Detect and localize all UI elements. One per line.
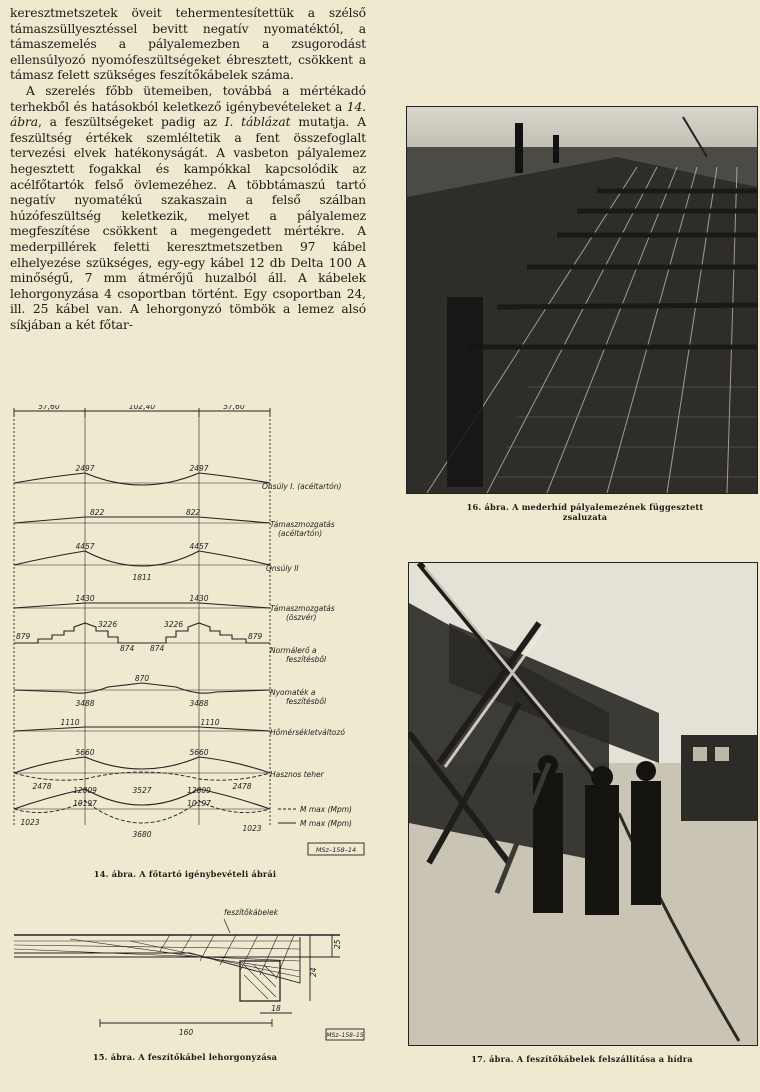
- value-label: 10197: [73, 799, 97, 808]
- value-label: 12809: [73, 786, 97, 795]
- value-label: 1110: [200, 718, 220, 727]
- figure-15-caption: 15. ábra. A feszítőkábel lehorgonyzása: [92, 1052, 278, 1062]
- value-label: 3680: [132, 830, 152, 839]
- row-label: Önsúly II: [266, 564, 299, 573]
- row-label: Támaszmozgatás: [270, 604, 335, 613]
- text-column: [10, 6, 366, 333]
- row-label: Támaszmozgatás: [270, 520, 335, 529]
- figure-reference: 14. ábra: [10, 99, 366, 130]
- figure-15-diagram: [10, 905, 366, 1045]
- dimension-label: 18: [271, 1004, 281, 1013]
- figure-14-caption: 14. ábra. A főtartó igénybevételi ábrái: [93, 869, 277, 879]
- legend-label: M max (Mpm): [300, 819, 352, 828]
- dimension-label: 24: [309, 967, 318, 977]
- span-label: 57,60: [223, 405, 245, 411]
- value-label: 3488: [189, 699, 209, 708]
- value-label: 2478: [232, 782, 252, 791]
- figure-17-photo: [408, 562, 758, 1046]
- value-label: 10197: [187, 799, 211, 808]
- row-label-sub: feszítésből: [286, 655, 327, 664]
- row-label: Hőmérsékletváltozó: [270, 728, 345, 737]
- row-label-sub: (acéltartón): [278, 529, 323, 538]
- value-label: 5660: [75, 748, 95, 757]
- value-label: 1110: [60, 718, 80, 727]
- value-label: 1811: [132, 573, 152, 582]
- value-label: 12809: [187, 786, 211, 795]
- span-label: 57,60: [38, 405, 60, 411]
- value-label: 874: [150, 644, 165, 653]
- paragraph-1: keresztmetszetek öveit tehermentesítettük a szélső támaszsüllyesztéssel bevitt negatív nyomatéktól, a támaszemelés a pályalemezben a zsugorodást ellensúlyozó nyomófeszültségeket ébresztett, csökkent a támasz felett szükséges feszítőkábelek száma.: [10, 6, 366, 83]
- value-label: 2497: [189, 464, 209, 473]
- value-label: 3488: [75, 699, 95, 708]
- value-label: 3527: [132, 786, 152, 795]
- cable-label: feszítőkábelek: [224, 908, 279, 917]
- value-label: 4457: [75, 542, 95, 551]
- figure-16-photo: [406, 106, 758, 494]
- figure-code: MSz–158–15: [326, 1032, 364, 1039]
- value-label: 870: [134, 674, 150, 683]
- table-reference: I. táblázat: [224, 115, 291, 130]
- value-label: 879: [248, 632, 263, 641]
- value-label: 874: [120, 644, 135, 653]
- value-label: 2478: [32, 782, 52, 791]
- value-label: 1430: [75, 594, 95, 603]
- lifting-photo-image: [409, 563, 757, 1045]
- figure-14-diagram: [8, 405, 368, 870]
- row-label: Normálerő a: [270, 646, 317, 655]
- value-label: 1023: [242, 824, 262, 833]
- dimension-label: 25: [333, 939, 342, 949]
- value-label: 3226: [164, 620, 184, 629]
- dimension-label: 160: [178, 1028, 194, 1037]
- formwork-photo-image: [407, 107, 757, 493]
- value-label: 822: [186, 508, 201, 517]
- paragraph-2: A szerelés főbb ütemeiben, továbbá a mértékadó terhekből és hatásokból keletkező igénybevételeket a 14. ábra, a feszültségeket padig az I. táblázat mutatja. A feszültség értékek szemléltetik a fent összefoglalt tervezési elvek hatékonyságát. A vasbeton pályalemez hegesztett fogakkal és kampókkal kapcsolódik az acélfőtartók felső övlemezéhez. A többtámaszú tartó negatív nyomatékú szakaszain a felső szálban húzófeszültség keletkezik, melyet a pályalemez megfeszítése csökkent a megengedett mértékre. A mederpillérek feletti keresztmetszetben 97 kábel elhelyezése szükséges, egy-egy kábel 12 db Delta 100 A minőségű, 7 mm átmérőjű huzalból áll. A kábelek lehorgonyzása 4 csoportban történt. Egy csoportban 24, ill. 25 kábel van. A lehorgonyzó tömbök a lemez alsó síkjában a két főtar-: [10, 83, 366, 332]
- value-label: 5660: [189, 748, 209, 757]
- value-label: 2497: [75, 464, 95, 473]
- row-label: Hasznos teher: [270, 770, 324, 779]
- figure-code: MSz–158–14: [315, 846, 357, 854]
- legend-label: M max (Mpm): [300, 805, 352, 814]
- value-label: 1430: [189, 594, 209, 603]
- value-label: 822: [90, 508, 105, 517]
- value-label: 3226: [98, 620, 118, 629]
- span-label: 102,40: [128, 405, 156, 411]
- figure-16-caption: 16. ábra. A mederhíd pályalemezének függesztett zsaluzata: [466, 502, 704, 522]
- row-label: Önsúly I. (acéltartón): [262, 482, 342, 491]
- value-label: 4457: [189, 542, 209, 551]
- value-label: 1023: [20, 818, 40, 827]
- row-label: Nyomaték a: [270, 688, 316, 697]
- row-label-sub: feszítésből: [286, 697, 327, 706]
- row-label-sub: (öszvér): [286, 613, 317, 622]
- figure-17-caption: 17. ábra. A feszítőkábelek felszállítása a hídra: [471, 1054, 693, 1064]
- value-label: 879: [16, 632, 31, 641]
